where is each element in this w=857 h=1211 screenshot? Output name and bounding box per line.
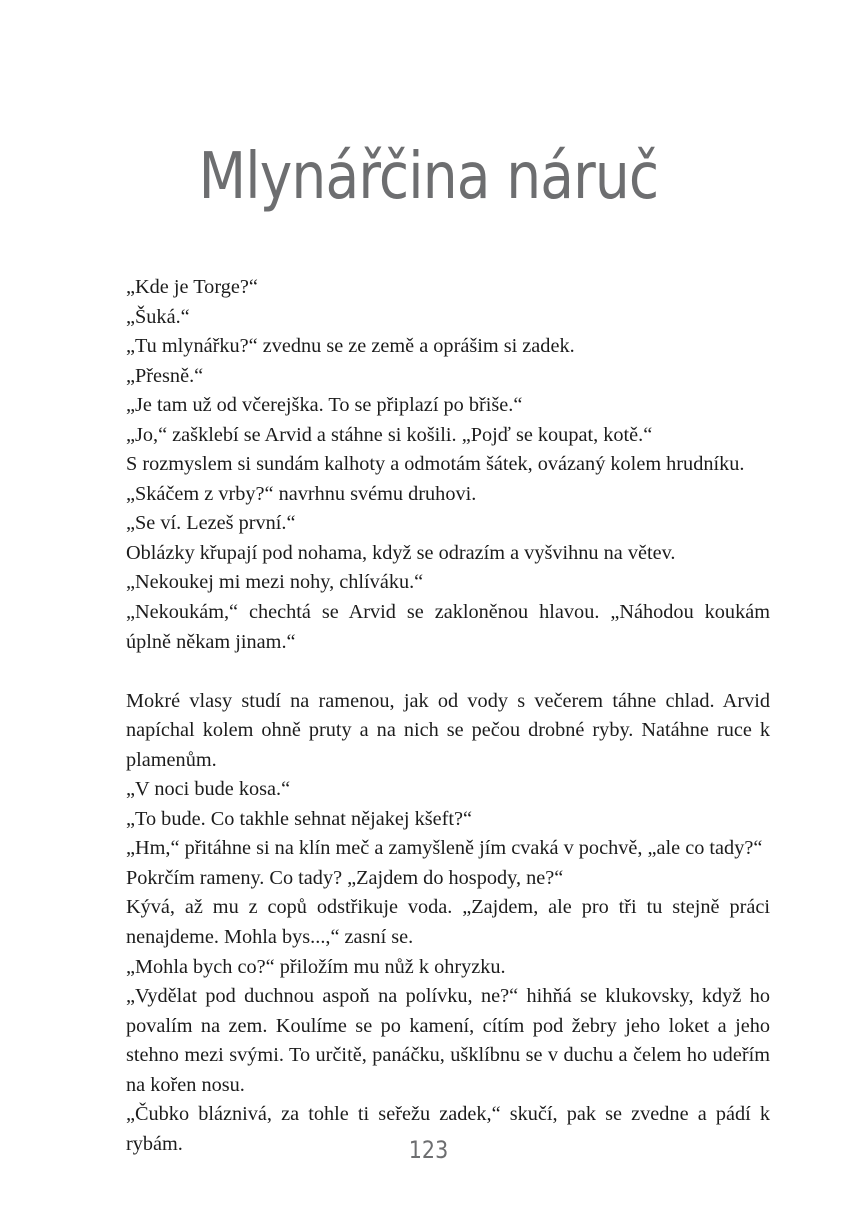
paragraph: „Mohla bych co?“ přiložím mu nůž k ohryzku.	[126, 955, 506, 978]
paragraph: „Hm,“ přitáhne si na klín meč a zamyšleně jím cvaká v pochvě, „ale co tady?“	[126, 837, 763, 860]
section-break	[126, 657, 770, 687]
paragraph: „Čubko bláznivá, za tohle ti seřežu zadek,“ skučí, pak se zvedne a pádí k rybám.	[126, 1103, 770, 1155]
paragraph: „Šuká.“	[126, 305, 190, 328]
paragraph: Kývá, až mu z copů odstřikuje voda. „Zajdem, ale pro tři tu stejně práci nenajdeme. Mohla bys...,“ zasní se.	[126, 896, 770, 949]
paragraph: „Přesně.“	[126, 364, 204, 387]
chapter-body	[126, 273, 770, 1159]
chapter-title: Mlynářčina náruč	[198, 140, 659, 214]
paragraph: Mokré vlasy studí na ramenou, jak od vody s večerem táhne chlad. Arvid napíchal kolem ohně pruty a na nich se pečou drobné ryby. Natáhne ruce k plamenům.	[126, 689, 770, 771]
paragraph: „Kde je Torge?“	[126, 276, 258, 298]
page-number: 123	[408, 1136, 449, 1164]
paragraph: „Nekoukej mi mezi nohy, chlíváku.“	[126, 571, 424, 594]
paragraph: Oblázky křupají pod nohama, když se odrazím a vyšvihnu na větev.	[126, 541, 676, 564]
paragraph: „Je tam už od včerejška. To se připlazí po břiše.“	[126, 394, 523, 417]
paragraph: S rozmyslem si sundám kalhoty a odmotám šátek, ovázaný kolem hrudníku.	[126, 453, 745, 476]
paragraph: Pokrčím rameny. Co tady? „Zajdem do hospody, ne?“	[126, 866, 564, 889]
paragraph: „Vydělat pod duchnou aspoň na polívku, ne?“ hihňá se klukovsky, když ho povalím na zem. Koulíme se po kamení, cítím pod žebry jeho loket a jeho stehno mezi svými. To určitě, panáčku, ušklíbnu se v duchu a čelem ho udeřím na kořen nosu.	[126, 985, 770, 1096]
paragraph: „To bude. Co takhle sehnat nějakej kšeft?“	[126, 807, 473, 830]
paragraph: „Tu mlynářku?“ zvednu se ze země a oprášim si zadek.	[126, 335, 575, 358]
paragraph: „Nekoukám,“ chechtá se Arvid se zakloněnou hlavou. „Náhodou koukám úplně někam jinam.“	[126, 601, 770, 653]
paragraph: „Se ví. Lezeš první.“	[126, 512, 296, 535]
paragraph: „Skáčem z vrby?“ navrhnu svému druhovi.	[126, 482, 477, 505]
paragraph: „V noci bude kosa.“	[126, 778, 291, 801]
paragraph: „Jo,“ zašklebí se Arvid a stáhne si košili. „Pojď se koupat, kotě.“	[126, 423, 653, 446]
